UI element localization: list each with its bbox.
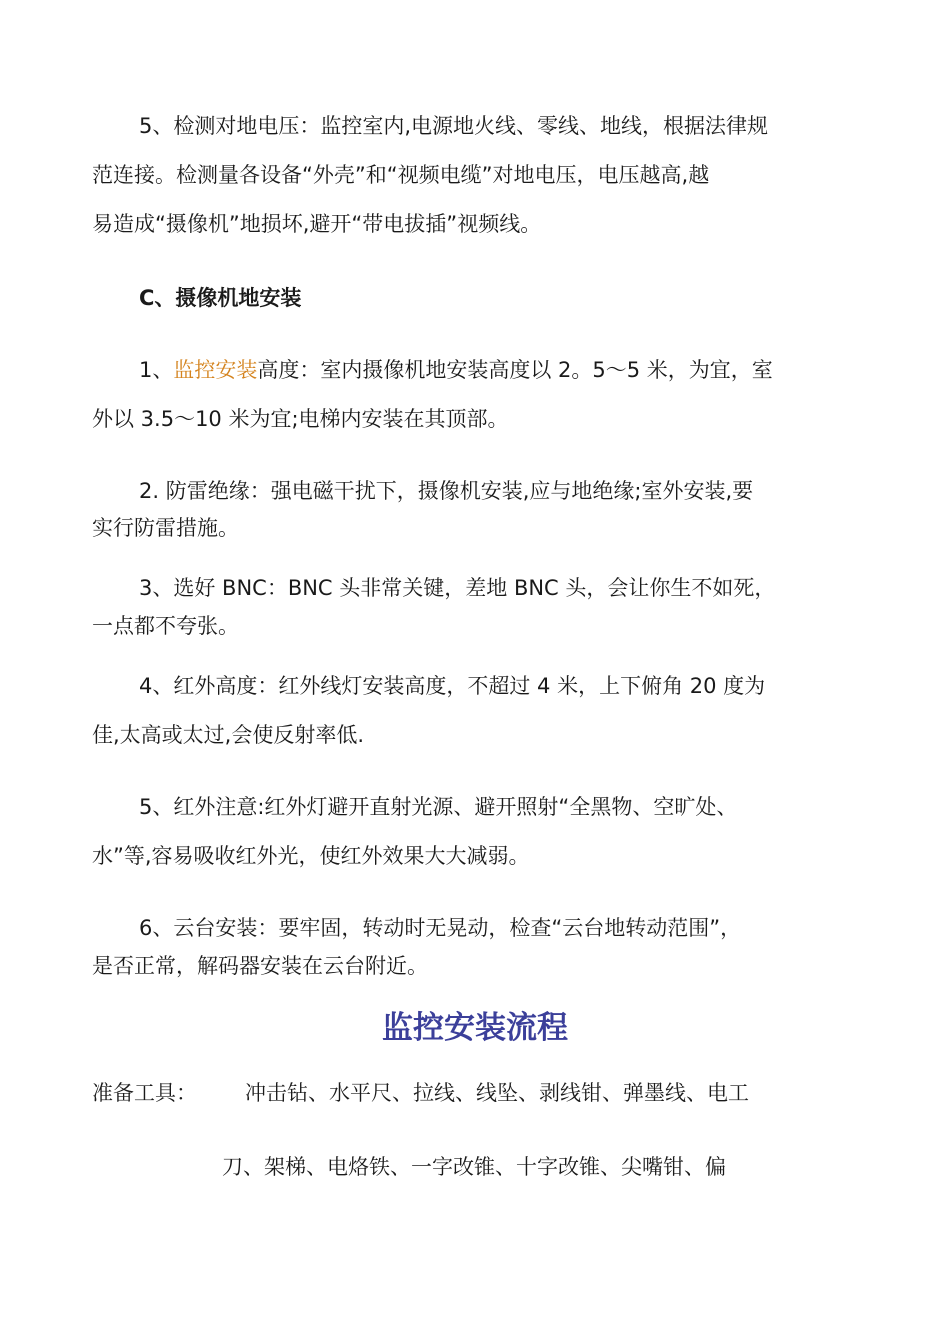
c1-accent-link-text: 监控安装 xyxy=(173,358,258,382)
paragraph-c6-line2: 是否正常，解码器安装在云台附近。 xyxy=(92,954,428,978)
paragraph-c4-line2: 佳,太高或太过,会使反射率低. xyxy=(92,723,365,747)
main-heading: 监控安装流程 xyxy=(382,1010,568,1046)
paragraph-c6-line1: 6、云台安装：要牢固，转动时无晃动，检查“云台地转动范围”， xyxy=(139,916,742,940)
paragraph-b5-line1: 5、检测对地电压：监控室内,电源地火线、零线、地线，根据法律规 xyxy=(139,114,769,138)
section-c-heading: C、摄像机地安装 xyxy=(139,286,302,310)
c1-prefix: 1、 xyxy=(139,358,174,382)
tools-line1: 冲击钻、水平尺、拉线、线坠、剥线钳、弹墨线、电工 xyxy=(245,1081,749,1105)
c1-rest: 高度：室内摄像机地安装高度以 2。5～5 米，为宜，室 xyxy=(257,358,773,382)
paragraph-c3-line1: 3、选好 BNC：BNC 头非常关键，差地 BNC 头，会让你生不如死， xyxy=(139,576,776,600)
paragraph-c1-line1 xyxy=(92,355,862,385)
paragraph-c2-line2: 实行防雷措施。 xyxy=(92,516,239,540)
paragraph-c1-line2: 外以 3.5～10 米为宜;电梯内安装在其顶部。 xyxy=(92,407,509,431)
paragraph-c5-line2: 水”等,容易吸收红外光，使红外效果大大减弱。 xyxy=(92,844,530,868)
paragraph-c5-line1: 5、红外注意:红外灯避开直射光源、避开照射“全黑物、空旷处、 xyxy=(139,795,738,819)
paragraph-b5-line3: 易造成“摄像机”地损坏,避开“带电拔插”视频线。 xyxy=(92,212,542,236)
tools-line2: 刀、架梯、电烙铁、一字改锥、十字改锥、尖嘴钳、偏 xyxy=(222,1155,726,1179)
paragraph-c3-line2: 一点都不夸张。 xyxy=(92,614,239,638)
paragraph-c2-line1: 2. 防雷绝缘：强电磁干扰下，摄像机安装,应与地绝缘;室外安装,要 xyxy=(139,479,754,503)
paragraph-c4-line1: 4、红外高度：红外线灯安装高度，不超过 4 米，上下俯角 20 度为 xyxy=(139,674,766,698)
paragraph-b5-line2: 范连接。检测量各设备“外壳”和“视频电缆”对地电压，电压越高,越 xyxy=(92,163,710,187)
tools-label: 准备工具： xyxy=(92,1081,197,1105)
